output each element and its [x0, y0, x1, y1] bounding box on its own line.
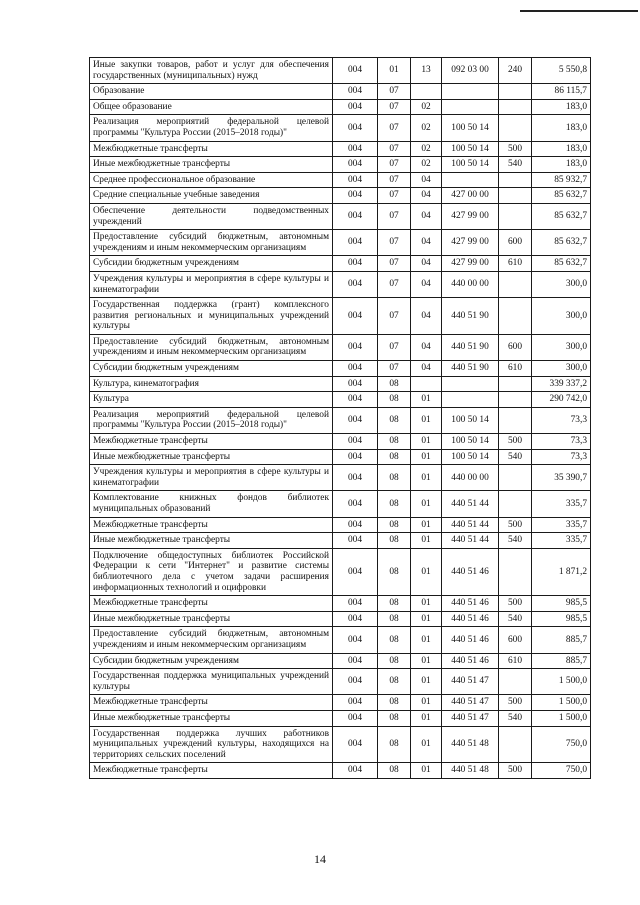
table-row	[90, 376, 591, 392]
subsection-code: 01	[411, 491, 442, 517]
expense-type-code	[499, 669, 532, 695]
subsection-code: 01	[411, 434, 442, 450]
subsection-code: 01	[411, 695, 442, 711]
row-name: Межбюджетные трансферты	[90, 596, 333, 612]
subsection-code: 04	[411, 334, 442, 360]
target-article-code: 100 50 14	[442, 449, 499, 465]
expense-type-code: 600	[499, 230, 532, 256]
department-code: 004	[333, 449, 378, 465]
target-article-code: 100 50 14	[442, 115, 499, 141]
target-article-code: 440 51 47	[442, 695, 499, 711]
section-code: 08	[378, 653, 411, 669]
department-code: 004	[333, 188, 378, 204]
table-row	[90, 517, 591, 533]
subsection-code: 04	[411, 271, 442, 297]
table-row	[90, 533, 591, 549]
amount: 86 115,7	[532, 84, 591, 100]
department-code: 004	[333, 203, 378, 229]
department-code: 004	[333, 695, 378, 711]
row-name: Межбюджетные трансферты	[90, 141, 333, 157]
target-article-code: 100 50 14	[442, 141, 499, 157]
subsection-code: 01	[411, 710, 442, 726]
subsection-code: 02	[411, 115, 442, 141]
row-name: Реализация мероприятий федеральной целевой программы "Культура России (2015–2018 годы)"	[90, 407, 333, 433]
amount: 300,0	[532, 298, 591, 335]
target-article-code: 440 51 46	[442, 548, 499, 595]
section-code: 07	[378, 271, 411, 297]
table-row	[90, 298, 591, 335]
table-row	[90, 465, 591, 491]
table-row	[90, 188, 591, 204]
row-name: Межбюджетные трансферты	[90, 763, 333, 779]
subsection-code: 01	[411, 407, 442, 433]
subsection-code: 04	[411, 361, 442, 377]
target-article-code: 427 99 00	[442, 230, 499, 256]
expense-type-code: 610	[499, 653, 532, 669]
department-code: 004	[333, 763, 378, 779]
table-row	[90, 256, 591, 272]
subsection-code: 04	[411, 172, 442, 188]
row-name: Предоставление субсидий бюджетным, автономным учреждениям и иным некоммерческим организациям	[90, 334, 333, 360]
amount: 183,0	[532, 115, 591, 141]
row-name: Иные межбюджетные трансферты	[90, 533, 333, 549]
section-code: 07	[378, 172, 411, 188]
target-article-code: 440 51 48	[442, 763, 499, 779]
department-code: 004	[333, 99, 378, 115]
expense-type-code: 500	[499, 596, 532, 612]
section-code: 08	[378, 596, 411, 612]
amount: 85 632,7	[532, 230, 591, 256]
row-name: Субсидии бюджетным учреждениям	[90, 653, 333, 669]
department-code: 004	[333, 172, 378, 188]
table-row	[90, 695, 591, 711]
department-code: 004	[333, 491, 378, 517]
department-code: 004	[333, 710, 378, 726]
section-code: 08	[378, 695, 411, 711]
subsection-code: 04	[411, 256, 442, 272]
row-name: Среднее профессиональное образование	[90, 172, 333, 188]
expense-type-code	[499, 407, 532, 433]
section-code: 08	[378, 517, 411, 533]
amount: 85 932,7	[532, 172, 591, 188]
amount: 750,0	[532, 726, 591, 763]
subsection-code: 02	[411, 157, 442, 173]
expense-type-code	[499, 376, 532, 392]
amount: 885,7	[532, 653, 591, 669]
section-code: 08	[378, 669, 411, 695]
row-name: Межбюджетные трансферты	[90, 695, 333, 711]
target-article-code: 440 51 90	[442, 334, 499, 360]
department-code: 004	[333, 271, 378, 297]
table-row	[90, 653, 591, 669]
table-row	[90, 334, 591, 360]
target-article-code: 427 00 00	[442, 188, 499, 204]
department-code: 004	[333, 434, 378, 450]
row-name: Учреждения культуры и мероприятия в сфере культуры и кинематографии	[90, 465, 333, 491]
subsection-code: 01	[411, 392, 442, 408]
expense-type-code	[499, 465, 532, 491]
target-article-code: 440 00 00	[442, 271, 499, 297]
target-article-code: 440 51 47	[442, 710, 499, 726]
amount: 335,7	[532, 491, 591, 517]
section-code: 07	[378, 203, 411, 229]
target-article-code: 427 99 00	[442, 203, 499, 229]
target-article-code: 440 51 46	[442, 627, 499, 653]
section-code: 08	[378, 407, 411, 433]
expense-type-code	[499, 271, 532, 297]
target-article-code: 440 51 44	[442, 517, 499, 533]
row-name: Иные межбюджетные трансферты	[90, 611, 333, 627]
section-code: 07	[378, 157, 411, 173]
subsection-code: 04	[411, 203, 442, 229]
section-code: 07	[378, 115, 411, 141]
target-article-code	[442, 376, 499, 392]
amount: 339 337,2	[532, 376, 591, 392]
table-row	[90, 271, 591, 297]
expense-type-code: 240	[499, 58, 532, 84]
expense-type-code	[499, 392, 532, 408]
department-code: 004	[333, 361, 378, 377]
department-code: 004	[333, 533, 378, 549]
amount: 35 390,7	[532, 465, 591, 491]
subsection-code: 04	[411, 188, 442, 204]
row-name: Иные закупки товаров, работ и услуг для обеспечения государственных (муниципальных) нужд	[90, 58, 333, 84]
table-row	[90, 548, 591, 595]
subsection-code: 01	[411, 548, 442, 595]
table-row	[90, 141, 591, 157]
section-code: 01	[378, 58, 411, 84]
section-code: 08	[378, 434, 411, 450]
amount: 1 500,0	[532, 695, 591, 711]
expense-type-code: 540	[499, 449, 532, 465]
subsection-code: 01	[411, 533, 442, 549]
subsection-code: 13	[411, 58, 442, 84]
amount: 183,0	[532, 99, 591, 115]
department-code: 004	[333, 392, 378, 408]
amount: 85 632,7	[532, 203, 591, 229]
table-row	[90, 157, 591, 173]
expense-type-code: 610	[499, 256, 532, 272]
row-name: Обеспечение деятельности подведомственных учреждений	[90, 203, 333, 229]
amount: 885,7	[532, 627, 591, 653]
amount: 183,0	[532, 157, 591, 173]
target-article-code	[442, 84, 499, 100]
expense-type-code	[499, 726, 532, 763]
department-code: 004	[333, 465, 378, 491]
section-code: 08	[378, 548, 411, 595]
table-row	[90, 361, 591, 377]
target-article-code: 440 00 00	[442, 465, 499, 491]
table-row	[90, 434, 591, 450]
row-name: Субсидии бюджетным учреждениям	[90, 256, 333, 272]
table-row	[90, 407, 591, 433]
department-code: 004	[333, 84, 378, 100]
department-code: 004	[333, 548, 378, 595]
section-code: 08	[378, 449, 411, 465]
expense-type-code	[499, 84, 532, 100]
section-code: 08	[378, 392, 411, 408]
subsection-code: 02	[411, 141, 442, 157]
row-name: Межбюджетные трансферты	[90, 434, 333, 450]
target-article-code: 440 51 46	[442, 653, 499, 669]
section-code: 08	[378, 533, 411, 549]
amount: 1 871,2	[532, 548, 591, 595]
expense-type-code	[499, 298, 532, 335]
target-article-code: 092 03 00	[442, 58, 499, 84]
department-code: 004	[333, 256, 378, 272]
department-code: 004	[333, 611, 378, 627]
expense-type-code: 500	[499, 763, 532, 779]
row-name: Учреждения культуры и мероприятия в сфере культуры и кинематографии	[90, 271, 333, 297]
expense-type-code: 500	[499, 695, 532, 711]
department-code: 004	[333, 726, 378, 763]
expense-type-code: 540	[499, 611, 532, 627]
section-code: 07	[378, 334, 411, 360]
expense-type-code: 600	[499, 627, 532, 653]
subsection-code: 01	[411, 517, 442, 533]
subsection-code: 01	[411, 449, 442, 465]
expense-type-code: 540	[499, 157, 532, 173]
section-code: 08	[378, 763, 411, 779]
row-name: Субсидии бюджетным учреждениям	[90, 361, 333, 377]
row-name: Предоставление субсидий бюджетным, автономным учреждениям и иным некоммерческим организациям	[90, 627, 333, 653]
table-row	[90, 669, 591, 695]
subsection-code: 01	[411, 596, 442, 612]
department-code: 004	[333, 115, 378, 141]
section-code: 07	[378, 361, 411, 377]
subsection-code	[411, 376, 442, 392]
row-name: Государственная поддержка лучших работников муниципальных учреждений культуры, находящихся на территориях сельских поселений	[90, 726, 333, 763]
department-code: 004	[333, 517, 378, 533]
section-code: 07	[378, 256, 411, 272]
table-row	[90, 58, 591, 84]
subsection-code: 01	[411, 726, 442, 763]
section-code: 08	[378, 491, 411, 517]
row-name: Комплектование книжных фондов библиотек муниципальных образований	[90, 491, 333, 517]
table-row	[90, 710, 591, 726]
expense-type-code	[499, 188, 532, 204]
expense-type-code: 500	[499, 434, 532, 450]
expense-type-code: 500	[499, 141, 532, 157]
expense-type-code: 600	[499, 334, 532, 360]
section-code: 07	[378, 188, 411, 204]
table-row	[90, 230, 591, 256]
expense-type-code: 500	[499, 517, 532, 533]
budget-table	[89, 57, 591, 779]
section-code: 08	[378, 376, 411, 392]
amount: 985,5	[532, 611, 591, 627]
row-name: Средние специальные учебные заведения	[90, 188, 333, 204]
row-name: Реализация мероприятий федеральной целевой программы "Культура России (2015–2018 годы)"	[90, 115, 333, 141]
target-article-code: 440 51 46	[442, 596, 499, 612]
target-article-code: 440 51 90	[442, 298, 499, 335]
target-article-code: 440 51 44	[442, 491, 499, 517]
department-code: 004	[333, 230, 378, 256]
department-code: 004	[333, 157, 378, 173]
section-code: 08	[378, 611, 411, 627]
amount: 300,0	[532, 271, 591, 297]
table-row	[90, 627, 591, 653]
target-article-code: 440 51 48	[442, 726, 499, 763]
amount: 290 742,0	[532, 392, 591, 408]
table-row	[90, 392, 591, 408]
department-code: 004	[333, 627, 378, 653]
expense-type-code: 540	[499, 533, 532, 549]
page-number: 14	[314, 852, 326, 866]
table-row	[90, 726, 591, 763]
expense-type-code	[499, 203, 532, 229]
table-row	[90, 172, 591, 188]
department-code: 004	[333, 669, 378, 695]
section-code: 08	[378, 726, 411, 763]
amount: 85 632,7	[532, 188, 591, 204]
table-row	[90, 611, 591, 627]
amount: 985,5	[532, 596, 591, 612]
expense-type-code	[499, 491, 532, 517]
subsection-code: 01	[411, 611, 442, 627]
top-rule	[520, 10, 638, 12]
row-name: Культура, кинематография	[90, 376, 333, 392]
target-article-code: 100 50 14	[442, 434, 499, 450]
amount: 335,7	[532, 517, 591, 533]
subsection-code: 01	[411, 669, 442, 695]
subsection-code	[411, 84, 442, 100]
department-code: 004	[333, 58, 378, 84]
target-article-code: 100 50 14	[442, 157, 499, 173]
amount: 73,3	[532, 407, 591, 433]
row-name: Иные межбюджетные трансферты	[90, 157, 333, 173]
target-article-code: 427 99 00	[442, 256, 499, 272]
subsection-code: 04	[411, 298, 442, 335]
department-code: 004	[333, 141, 378, 157]
amount: 300,0	[532, 334, 591, 360]
section-code: 07	[378, 230, 411, 256]
section-code: 08	[378, 627, 411, 653]
target-article-code	[442, 172, 499, 188]
row-name: Предоставление субсидий бюджетным, автономным учреждениям и иным некоммерческим организациям	[90, 230, 333, 256]
target-article-code: 100 50 14	[442, 407, 499, 433]
subsection-code: 01	[411, 627, 442, 653]
expense-type-code	[499, 115, 532, 141]
row-name: Образование	[90, 84, 333, 100]
table-row	[90, 115, 591, 141]
section-code: 07	[378, 99, 411, 115]
department-code: 004	[333, 376, 378, 392]
section-code: 08	[378, 465, 411, 491]
department-code: 004	[333, 653, 378, 669]
row-name: Межбюджетные трансферты	[90, 517, 333, 533]
table-row	[90, 449, 591, 465]
table-row	[90, 596, 591, 612]
expense-type-code: 540	[499, 710, 532, 726]
target-article-code	[442, 99, 499, 115]
table-body	[90, 58, 591, 779]
row-name: Государственная поддержка муниципальных учреждений культуры	[90, 669, 333, 695]
amount: 1 500,0	[532, 710, 591, 726]
target-article-code: 440 51 47	[442, 669, 499, 695]
amount: 73,3	[532, 434, 591, 450]
table-row	[90, 491, 591, 517]
subsection-code: 01	[411, 465, 442, 491]
department-code: 004	[333, 298, 378, 335]
amount: 85 632,7	[532, 256, 591, 272]
table-row	[90, 203, 591, 229]
target-article-code: 440 51 46	[442, 611, 499, 627]
expense-type-code	[499, 548, 532, 595]
amount: 183,0	[532, 141, 591, 157]
section-code: 08	[378, 710, 411, 726]
row-name: Иные межбюджетные трансферты	[90, 710, 333, 726]
department-code: 004	[333, 334, 378, 360]
department-code: 004	[333, 407, 378, 433]
target-article-code: 440 51 44	[442, 533, 499, 549]
amount: 335,7	[532, 533, 591, 549]
target-article-code: 440 51 90	[442, 361, 499, 377]
expense-type-code: 610	[499, 361, 532, 377]
amount: 750,0	[532, 763, 591, 779]
row-name: Иные межбюджетные трансферты	[90, 449, 333, 465]
amount: 73,3	[532, 449, 591, 465]
expense-type-code	[499, 172, 532, 188]
amount: 300,0	[532, 361, 591, 377]
row-name: Общее образование	[90, 99, 333, 115]
subsection-code: 04	[411, 230, 442, 256]
department-code: 004	[333, 596, 378, 612]
table-row	[90, 84, 591, 100]
row-name: Государственная поддержка (грант) комплексного развития региональных и муниципальных учреждений культуры	[90, 298, 333, 335]
row-name: Подключение общедоступных библиотек Российской Федерации к сети "Интернет" и развитие системы библиотечного дела с учетом задачи расширения информационных технологий и оцифровки	[90, 548, 333, 595]
section-code: 07	[378, 84, 411, 100]
subsection-code: 01	[411, 653, 442, 669]
table-row	[90, 99, 591, 115]
amount: 5 550,8	[532, 58, 591, 84]
table-row	[90, 763, 591, 779]
subsection-code: 02	[411, 99, 442, 115]
section-code: 07	[378, 298, 411, 335]
expense-type-code	[499, 99, 532, 115]
section-code: 07	[378, 141, 411, 157]
row-name: Культура	[90, 392, 333, 408]
amount: 1 500,0	[532, 669, 591, 695]
subsection-code: 01	[411, 763, 442, 779]
target-article-code	[442, 392, 499, 408]
